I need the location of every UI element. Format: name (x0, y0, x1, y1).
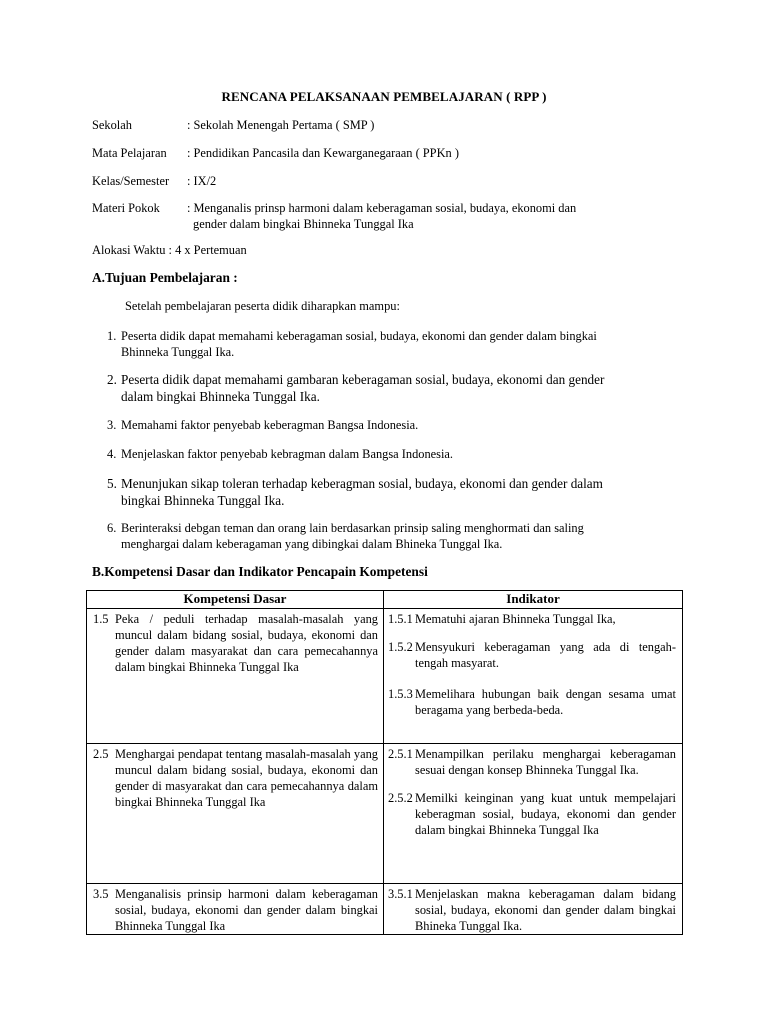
indicator-cell (384, 744, 683, 884)
list-text: Menunjukan sikap toleran terhadap keberagman sosial, budaya, ekonomi dan gender dalam (121, 476, 603, 491)
indicator-code: 3.5.1 (388, 887, 413, 901)
kd-cell (87, 609, 384, 744)
indicator-text: Menampilkan perilaku menghargai keberagaman sesuai dengan konsep Bhinneka Tunggal Ika. (415, 747, 676, 777)
column-header: Indikator (384, 591, 683, 609)
info-value: : Menganalis prinsp harmoni dalam keberagaman sosial, budaya, ekonomi dan (187, 201, 577, 215)
indicator-code: 1.5.2 (388, 640, 413, 654)
section-b-heading: B.Kompetensi Dasar dan Indikator Pencapain Kompetensi (92, 564, 428, 579)
indicator-text: Mensyukuri keberagaman yang ada di tengah-tengah masyarat. (415, 640, 676, 670)
list-text-continued: bingkai Bhinneka Tunggal Ika. (121, 493, 285, 508)
info-label: Kelas/Semester (92, 174, 170, 188)
table-row (87, 884, 683, 935)
list-text: Memahami faktor penyebab keberagman Bangsa Indonesia. (121, 418, 419, 432)
indicator-text: Memilki keinginan yang kuat untuk mempelajari keberagman sosial, budaya, ekonomi dan gender dalam bingkai Bhinneka Tunggal Ika (415, 791, 676, 837)
list-text: Peserta didik dapat memahami keberagaman sosial, budaya, ekonomi dan gender dalam bingkai (121, 329, 597, 343)
table-header-row (87, 591, 683, 609)
column-header: Kompetensi Dasar (87, 591, 384, 609)
list-number: 4. (107, 447, 117, 461)
indicator-item (388, 639, 676, 671)
info-label: Mata Pelajaran (92, 146, 167, 160)
list-number: 5. (107, 476, 117, 491)
indicator-code: 1.5.3 (388, 687, 413, 701)
table-row (87, 744, 683, 884)
list-number: 2. (107, 372, 117, 387)
section-a-heading: A.Tujuan Pembelajaran : (92, 270, 238, 285)
list-text-continued: Bhinneka Tunggal Ika. (121, 345, 235, 359)
indicator-item (388, 790, 676, 838)
list-text: Peserta didik dapat memahami gambaran keberagaman sosial, budaya, ekonomi dan gender (121, 372, 605, 387)
indicator-text: Mematuhi ajaran Bhinneka Tunggal Ika, (415, 612, 616, 626)
competency-table (86, 590, 683, 935)
indicator-item (388, 686, 676, 718)
table-row (87, 609, 683, 744)
list-number: 6. (107, 521, 117, 535)
indicator-code: 2.5.1 (388, 747, 413, 761)
info-label: Sekolah (92, 118, 132, 132)
indicator-code: 2.5.2 (388, 791, 413, 805)
kd-text: Peka / peduli terhadap masalah-masalah yang muncul dalam bidang sosial, budaya, ekonomi dan gender dalam masyarakat dan cara pemecahannya dalam bingkai Bhinneka Tunggal Ika (115, 612, 378, 674)
list-number: 1. (107, 329, 117, 343)
info-value: : IX/2 (187, 174, 217, 188)
kd-cell (87, 884, 384, 935)
kd-text: Menganalisis prinsip harmoni dalam keberagaman sosial, budaya, ekonomi dan gender dalam bingkai Bhinneka Tunggal Ika (115, 887, 378, 933)
kd-text: Menghargai pendapat tentang masalah-masalah yang muncul dalam bidang sosial, budaya, ekonomi dan gender di masyarakat dan cara pemecahannya dalam bingkai Bhinneka Tunggal Ika (115, 747, 378, 809)
list-text: Menjelaskan faktor penyebab kebragman dalam Bangsa Indonesia. (121, 447, 454, 461)
kd-code: 1.5 (93, 612, 109, 626)
kd-code: 3.5 (93, 887, 109, 901)
list-number: 3. (107, 418, 117, 432)
indicator-item (388, 886, 676, 934)
section-a-intro: Setelah pembelajaran peserta didik diharapkan mampu: (125, 299, 400, 313)
indicator-cell (384, 609, 683, 744)
alokasi-text: Alokasi Waktu : 4 x Pertemuan (92, 243, 247, 257)
indicator-item (388, 746, 676, 778)
list-text-continued: menghargai dalam keberagaman yang dibingkai dalam Bhineka Tunggal Ika. (121, 537, 503, 551)
list-text-continued: dalam bingkai Bhinneka Tunggal Ika. (121, 389, 320, 404)
indicator-item (388, 611, 676, 627)
kd-code: 2.5 (93, 747, 109, 761)
kd-cell (87, 744, 384, 884)
list-text: Berinteraksi debgan teman dan orang lain berdasarkan prinsip saling menghormati dan saling (121, 521, 584, 535)
info-value: : Sekolah Menengah Pertama ( SMP ) (187, 118, 375, 132)
info-value: : Pendidikan Pancasila dan Kewarganegaraan ( PPKn ) (187, 146, 459, 160)
indicator-code: 1.5.1 (388, 612, 413, 626)
indicator-text: Menjelaskan makna keberagaman dalam bidang sosial, budaya, ekonomi dan gender dalam bingkai Bhineka Tunggal Ika. (415, 887, 676, 933)
info-value-continued: gender dalam bingkai Bhinneka Tunggal Ika (193, 217, 414, 231)
document-title: RENCANA PELAKSANAAN PEMBELAJARAN ( RPP ) (221, 89, 547, 104)
indicator-text: Memelihara hubungan baik dengan sesama umat beragama yang berbeda-beda. (415, 687, 676, 717)
indicator-cell (384, 884, 683, 935)
info-label: Materi Pokok (92, 201, 160, 215)
